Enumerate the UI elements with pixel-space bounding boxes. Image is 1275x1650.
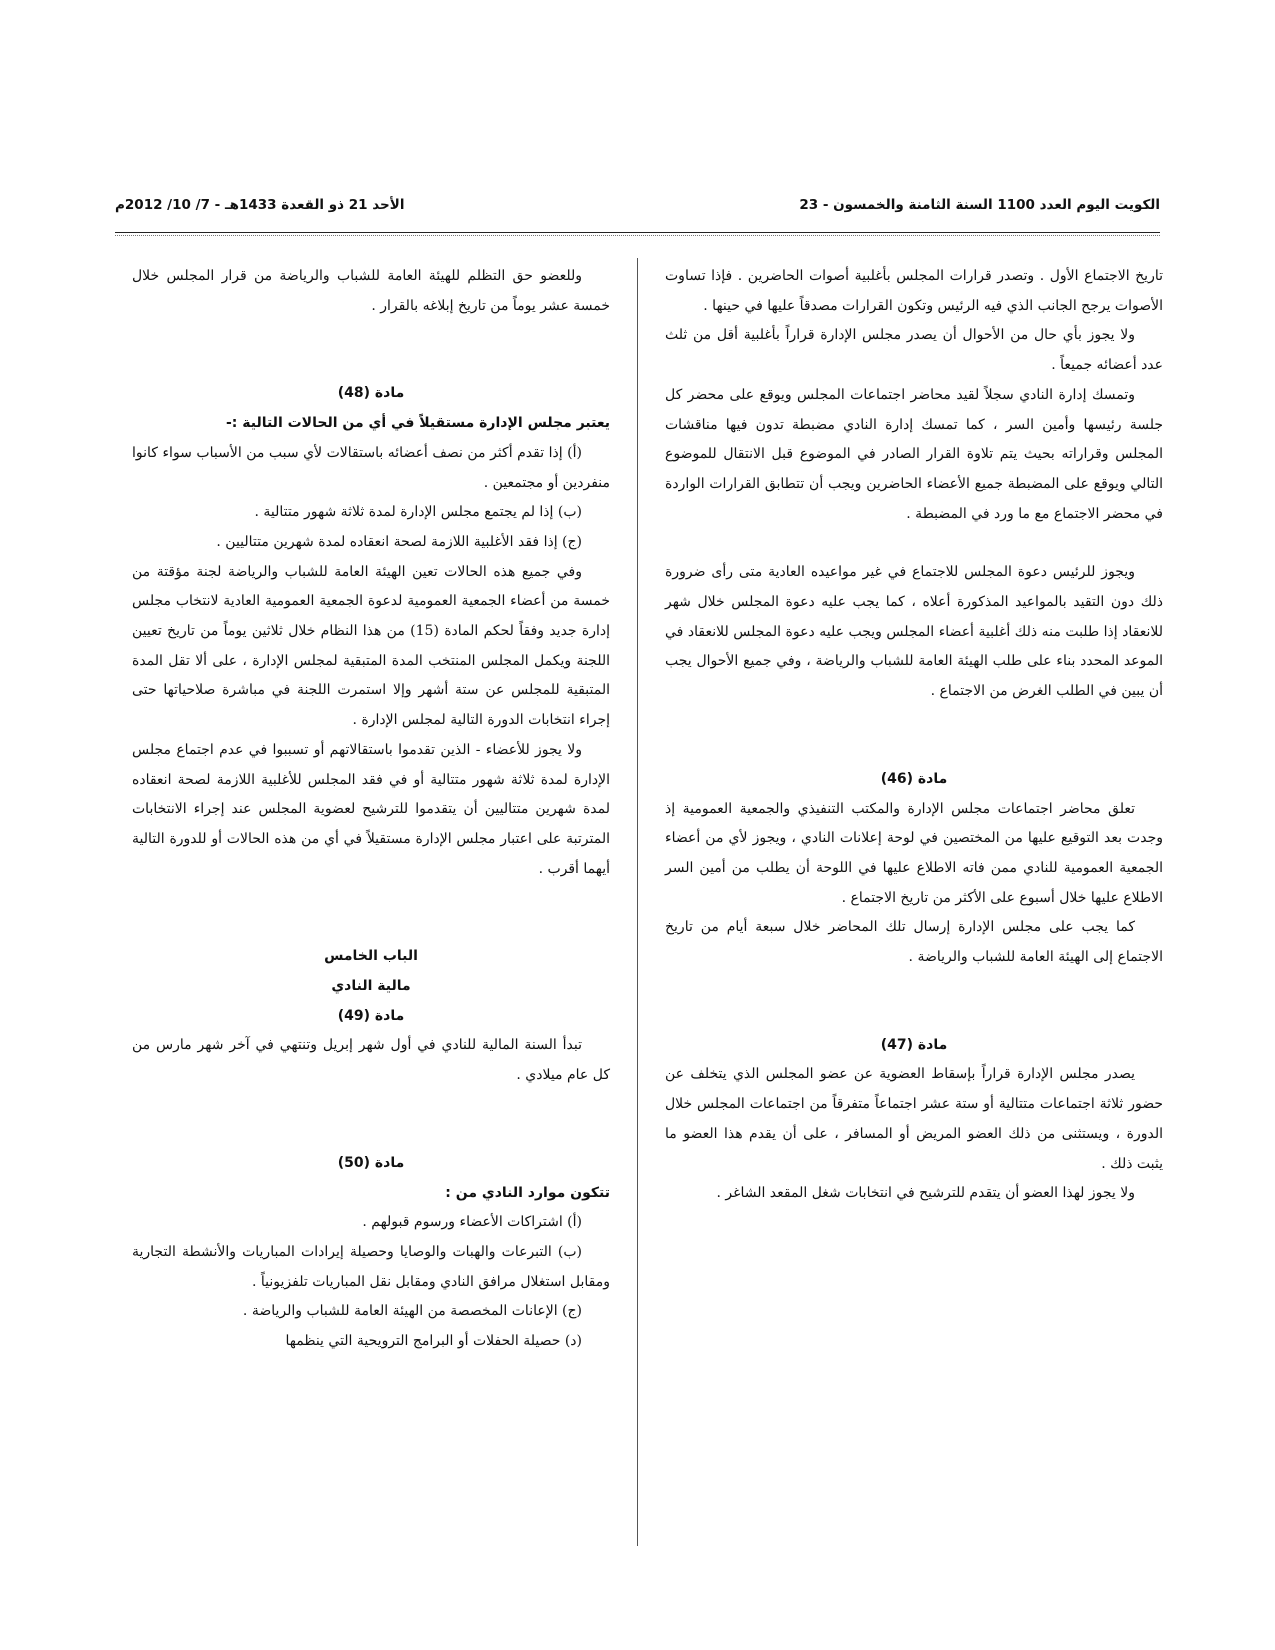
column-divider: [637, 258, 638, 1546]
paragraph: تعلق محاضر اجتماعات مجلس الإدارة والمكتب التنفيذي والجمعية العمومية إذ وجدت بعد التوقيع عليها من المختصين في لوحة إعلانات النادي ، ويجوز لأي من أعضاء الجمعية العمومية للنادي ممن فاته الاطلاع عليها في اللوحة أن يطلب من أمين السر الاطلاع عليها خلال أسبوع على الأكثر من تاريخ الاجتماع .: [665, 800, 1163, 906]
list-item: (أ) إذا تقدم أكثر من نصف أعضائه باستقالات لأي سبب من الأسباب سواء كانوا منفردين أو مجتمعين .: [132, 444, 610, 491]
article-48-lead: يعتبر مجلس الإدارة مستقيلاً في أي من الحالات التالية :-: [225, 415, 610, 432]
article-47-title: مادة (47): [880, 1036, 948, 1053]
paragraph: تاريخ الاجتماع الأول . وتصدر قرارات المجلس بأغلبية أصوات الحاضرين . فإذا تساوت الأصوات يرجح الجانب الذي فيه الرئيس وتكون القرارات مصدقاً عليها في حينها .: [665, 268, 1163, 314]
list-item: (ج) الإعانات المخصصة من الهيئة العامة للشباب والرياضة .: [242, 1303, 582, 1320]
article-50-title: مادة (50): [337, 1154, 405, 1171]
paragraph: وللعضو حق التظلم للهيئة العامة للشباب والرياضة من قرار المجلس خلال خمسة عشر يوماً من تاريخ إبلاغه بالقرار .: [132, 268, 610, 314]
list-item: (أ) اشتراكات الأعضاء ورسوم قبولهم .: [362, 1214, 582, 1231]
header-issue-info: الكويت اليوم العدد 1100 السنة الثامنة والخمسون - 23: [799, 197, 1160, 213]
paragraph: ويجوز للرئيس دعوة المجلس للاجتماع في غير مواعيده العادية متى رأى ضرورة ذلك دون التقيد بالمواعيد المذكورة أعلاه ، كما يجب عليه دعوة المجلس خلال شهر للانعقاد إذا طلبت منه ذلك أغلبية أعضاء المجلس ويجب عليه دعوة المجلس للانعقاد في الموعد المحدد بناء على طلب الهيئة العامة للشباب والرياضة ، وفي جميع الأحوال يجب أن يبين في الطلب الغرض من الاجتماع .: [665, 564, 1163, 700]
paragraph: تبدأ السنة المالية للنادي في أول شهر إبريل وتنتهي في آخر شهر مارس من كل عام ميلادي .: [132, 1037, 610, 1084]
article-46-title: مادة (46): [880, 770, 948, 787]
list-item: (د) حصيلة الحفلات أو البرامج الترويحية التي ينظمها: [285, 1333, 582, 1350]
paragraph: وفي جميع هذه الحالات تعين الهيئة العامة للشباب والرياضة لجنة مؤقتة من خمسة من أعضاء الجمعية العمومية لدعوة الجمعية العمومية العادية لانتخاب مجلس إدارة جديد وفقاً لحكم المادة (15) من هذا النظام خلال ثلاثين يوماً من تاريخ تعيين اللجنة ويكمل المجلس المنتخب المدة المتبقية لمجلس الإدارة ، على ألا تقل المدة المتبقية للمجلس عن ستة أشهر وإلا استمرت اللجنة في مباشرة صلاحياتها حتى إجراء انتخابات الدورة التالية لمجلس الإدارة .: [132, 563, 610, 729]
chapter-5-title: الباب الخامس: [324, 948, 418, 965]
paragraph: ولا يجوز للأعضاء - الذين تقدموا باستقالاتهم أو تسببوا في عدم اجتماع مجلس الإدارة لمدة ثلاثة شهور متتالية أو في فقد المجلس للأغلبية اللازمة لصحة انعقاده لمدة شهرين متتاليين أن يتقدموا للترشيح لعضوية المجلس عند إجراء الانتخابات المترتبة على اعتبار مجلس الإدارة مستقيلاً في أي من هذه الحالات أو للدورة التالية أيهما أقرب .: [132, 741, 610, 877]
header-rule-dotted: [115, 235, 1160, 236]
paragraph: يصدر مجلس الإدارة قراراً بإسقاط العضوية عن عضو المجلس الذي يتخلف عن حضور ثلاثة اجتماعات متتالية أو ستة عشر اجتماعاً متفرقاً من اجتماعات المجلس خلال الدورة ، ويستثنى من ذلك العضو المريض أو المسافر ، على أن يقدم هذا العضو ما يثبت ذلك .: [665, 1066, 1163, 1172]
paragraph: ولا يجوز لهذا العضو أن يتقدم للترشيح في انتخابات شغل المقعد الشاغر .: [716, 1185, 1135, 1202]
header-date: الأحد 21 ذو القعدة 1433هـ - 7/ 10/ 2012م: [115, 197, 405, 213]
page-header: [115, 193, 1160, 219]
left-column: [132, 262, 610, 1357]
article-49-title: مادة (49): [337, 1007, 405, 1024]
list-item: (ب) التبرعات والهبات والوصايا وحصيلة إيرادات المباريات والأنشطة التجارية ومقابل استغلال مرافق النادي ومقابل نقل المباريات تلفزيونياً .: [132, 1243, 610, 1290]
list-item: (ج) إذا فقد الأغلبية اللازمة لصحة انعقاده لمدة شهرين متتاليين .: [216, 533, 582, 550]
chapter-5-subtitle: مالية النادي: [331, 978, 411, 995]
paragraph: كما يجب على مجلس الإدارة إرسال تلك المحاضر خلال سبعة أيام من تاريخ الاجتماع إلى الهيئة العامة للشباب والرياضة .: [665, 919, 1163, 966]
paragraph: ولا يجوز بأي حال من الأحوال أن يصدر مجلس الإدارة قراراً بأغلبية أقل من ثلث عدد أعضائه جميعاً .: [665, 327, 1163, 374]
right-column: [665, 262, 1163, 1209]
header-rule: [115, 232, 1160, 233]
paragraph: وتمسك إدارة النادي سجلاً لقيد محاضر اجتماعات المجلس ويوقع على محضر كل جلسة رئيسها وأمين السر ، كما تمسك إدارة النادي مضبطة تدون فيها مناقشات المجلس وقراراته بحيث يتم تلاوة القرار الصادر في الموضوع قبل الانتقال للموضوع التالي ويوقع على المضبطة جميع الأعضاء الحاضرين ويجب أن تتطابق القرارات الواردة في محضر الاجتماع مع ما ورد في المضبطة .: [665, 386, 1163, 522]
list-item: (ب) إذا لم يجتمع مجلس الإدارة لمدة ثلاثة شهور متتالية .: [254, 504, 582, 521]
article-48-title: مادة (48): [337, 385, 405, 402]
article-50-lead: تتكون موارد النادي من :: [445, 1184, 610, 1201]
